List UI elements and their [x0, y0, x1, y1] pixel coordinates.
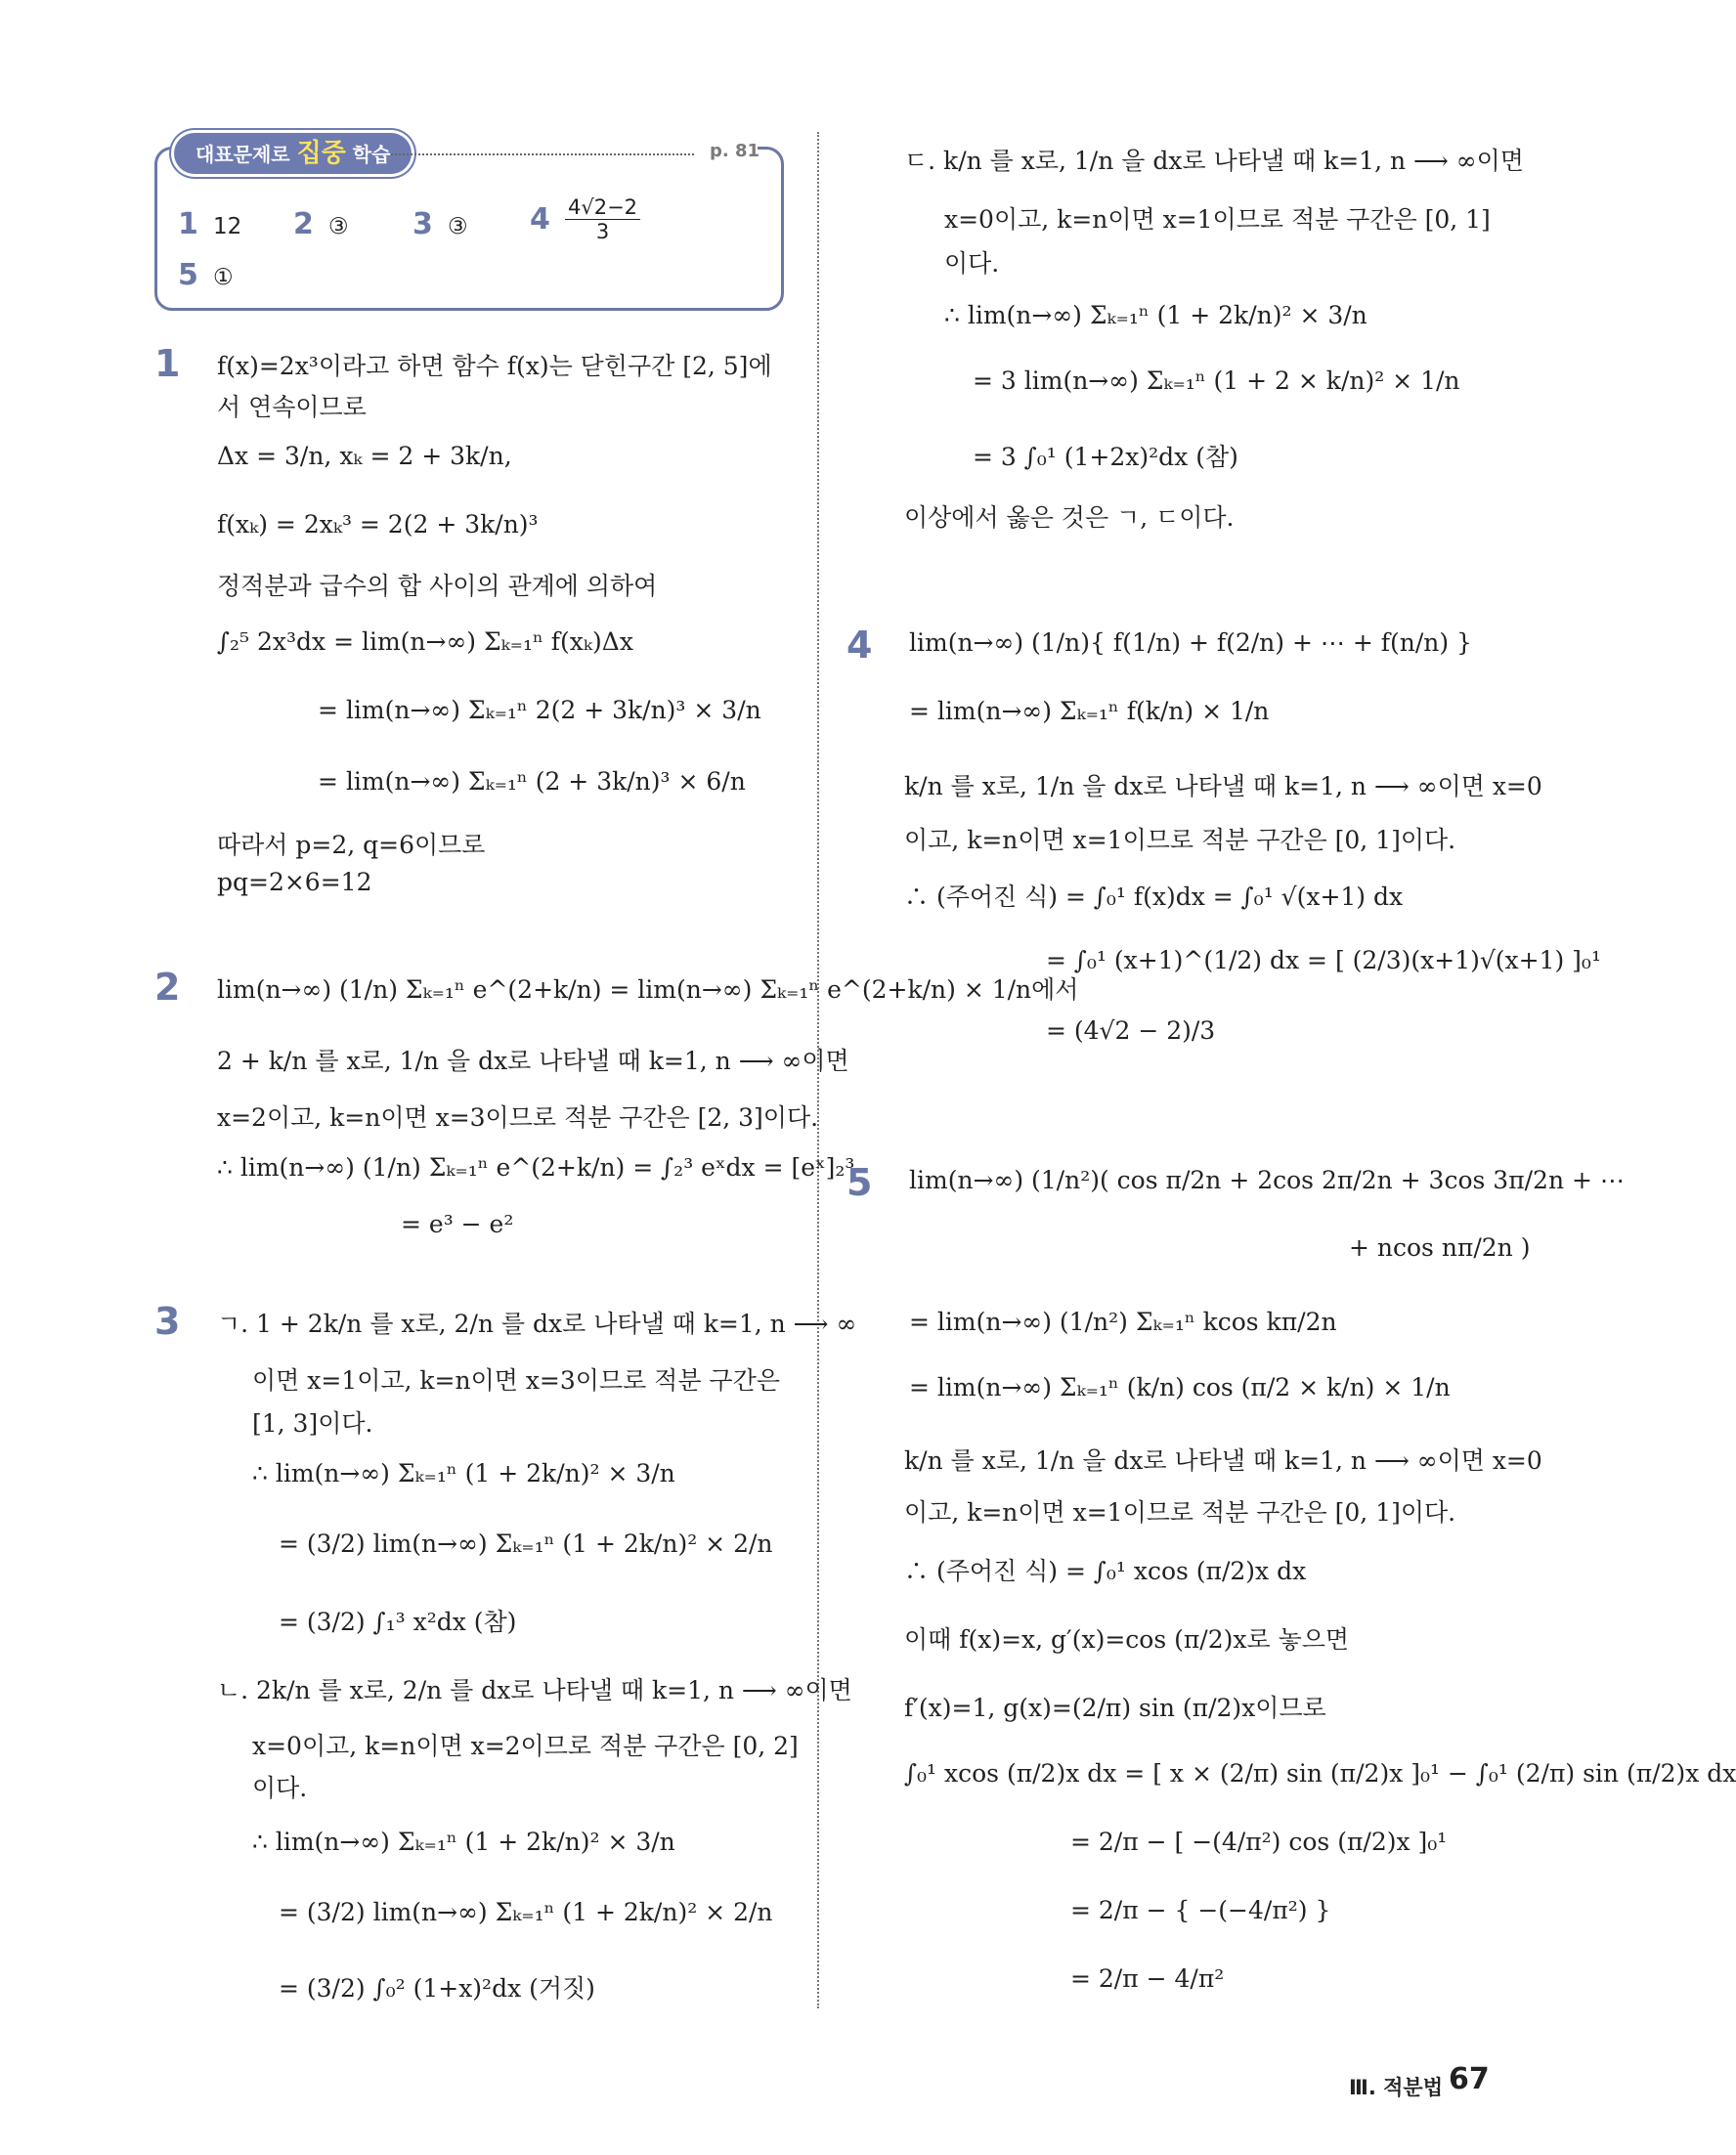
p1-line: 정적분과 급수의 합 사이의 관계에 의하여: [217, 572, 658, 600]
answer-5: 5 ①: [178, 258, 234, 292]
p5-line: = lim(n→∞) (1/n²) Σₖ₌₁ⁿ kcos kπ/2n: [909, 1308, 1337, 1336]
p4-line: = lim(n→∞) Σₖ₌₁ⁿ f(k/n) × 1/n: [909, 697, 1270, 725]
p1-line: f(x)=2x³이라고 하면 함수 f(x)는 닫힌구간 [2, 5]에: [217, 352, 772, 380]
p5-line: ∴ (주어진 식) = ∫₀¹ xcos (π/2)x dx: [904, 1557, 1307, 1585]
p2-line: ∴ lim(n→∞) (1/n) Σₖ₌₁ⁿ e^(2+k/n) = ∫₂³ eˣdx = [eˣ]₂³: [217, 1153, 855, 1182]
p5-line: ∫₀¹ xcos (π/2)x dx = [ x × (2/π) sin (π/2)x ]₀¹ − ∫₀¹ (2/π) sin (π/2)x dx: [904, 1759, 1736, 1788]
p2-line: x=2이고, k=n이면 x=3이므로 적분 구간은 [2, 3]이다.: [217, 1103, 819, 1132]
p2-line: 2 + k/n 를 x로, 1/n 을 dx로 나타낼 때 k=1, n ⟶ ∞이면: [217, 1047, 849, 1075]
p3-line: x=0이고, k=n이면 x=2이므로 적분 구간은 [0, 2]: [252, 1732, 799, 1760]
p3-line: = (3/2) lim(n→∞) Σₖ₌₁ⁿ (1 + 2k/n)² × 2/n: [279, 1898, 773, 1926]
p3-line: ㄱ. 1 + 2k/n 를 x로, 2/n 를 dx로 나타낼 때 k=1, n ⟶ ∞: [217, 1310, 857, 1338]
p3-line: ㄷ. k/n 를 x로, 1/n 을 dx로 나타낼 때 k=1, n ⟶ ∞이면: [904, 147, 1524, 175]
p3-line: ∴ lim(n→∞) Σₖ₌₁ⁿ (1 + 2k/n)² × 3/n: [252, 1459, 675, 1487]
p3-line: ∴ lim(n→∞) Σₖ₌₁ⁿ (1 + 2k/n)² × 3/n: [252, 1828, 675, 1856]
p4-line: = ∫₀¹ (x+1)^(1/2) dx = [ (2/3)(x+1)√(x+1) ]₀¹: [1046, 946, 1601, 974]
p3-line: 이면 x=1이고, k=n이면 x=3이므로 적분 구간은: [252, 1366, 780, 1395]
answer-4: 4 $\frac{4√2-2}{3}$: [530, 195, 640, 243]
p3-line: = (3/2) ∫₁³ x²dx (참): [279, 1608, 517, 1636]
p1-line: f(xₖ) = 2xₖ³ = 2(2 + 3k/n)³: [217, 510, 539, 539]
problem-1-number: 1: [154, 342, 181, 385]
tag-focus: 집중: [296, 139, 346, 168]
p5-line: = lim(n→∞) Σₖ₌₁ⁿ (k/n) cos (π/2 × k/n) × 1/n: [909, 1373, 1451, 1401]
p3-line: x=0이고, k=n이면 x=1이므로 적분 구간은 [0, 1]: [944, 205, 1491, 234]
p1-line: pq=2×6=12: [217, 868, 372, 896]
p1-line: = lim(n→∞) Σₖ₌₁ⁿ 2(2 + 3k/n)³ × 3/n: [318, 696, 761, 724]
problem-5-number: 5: [846, 1161, 873, 1204]
p5-line: = 2/π − [ −(4/π²) cos (π/2)x ]₀¹: [1070, 1828, 1448, 1856]
p5-line: k/n 를 x로, 1/n 을 dx로 나타낼 때 k=1, n ⟶ ∞이면 x=0: [904, 1446, 1542, 1475]
p1-line: = lim(n→∞) Σₖ₌₁ⁿ (2 + 3k/n)³ × 6/n: [318, 767, 746, 796]
p5-line: = 2/π − { −(−4/π²) }: [1070, 1896, 1331, 1924]
answer-2: 2 ③: [293, 207, 349, 241]
p1-line: 따라서 p=2, q=6이므로: [217, 831, 486, 859]
page-number: 67: [1449, 2062, 1490, 2096]
p3-line: [1, 3]이다.: [252, 1409, 373, 1438]
p4-line: = (4√2 − 2)/3: [1046, 1016, 1216, 1045]
p4-line: lim(n→∞) (1/n){ f(1/n) + f(2/n) + ⋯ + f(n/n) }: [909, 628, 1472, 657]
p5-line: + ncos nπ/2n ): [1349, 1233, 1531, 1262]
p3-line: = (3/2) lim(n→∞) Σₖ₌₁ⁿ (1 + 2k/n)² × 2/n: [279, 1530, 773, 1558]
p3-line: = 3 ∫₀¹ (1+2x)²dx (참): [973, 443, 1238, 471]
p2-line: = e³ − e²: [401, 1210, 514, 1238]
p5-line: f′(x)=1, g(x)=(2/π) sin (π/2)x이므로: [904, 1694, 1326, 1722]
problem-2-number: 2: [154, 966, 181, 1009]
answer-3: 3 ③: [412, 207, 468, 241]
problem-4-number: 4: [846, 624, 873, 667]
p1-line: ∫₂⁵ 2x³dx = lim(n→∞) Σₖ₌₁ⁿ f(xₖ)Δx: [217, 627, 633, 656]
p1-line: Δx = 3/n, xₖ = 2 + 3k/n,: [217, 442, 512, 470]
answer-1: 1 12: [178, 207, 242, 241]
p1-line: 서 연속이므로: [217, 393, 367, 421]
p5-line: 이때 f(x)=x, g′(x)=cos (π/2)x로 놓으면: [904, 1625, 1350, 1654]
p3-line: ㄴ. 2k/n 를 x로, 2/n 를 dx로 나타낼 때 k=1, n ⟶ ∞이면: [217, 1676, 852, 1704]
page-reference: p. 81: [710, 141, 760, 161]
p4-line: 이고, k=n이면 x=1이므로 적분 구간은 [0, 1]이다.: [904, 826, 1456, 854]
section-label: Ⅲ. 적분법: [1349, 2076, 1443, 2099]
dotted-leader: [391, 153, 694, 155]
p3-line: 이다.: [252, 1774, 308, 1802]
p5-line: = 2/π − 4/π²: [1070, 1964, 1225, 1993]
p3-line: 이상에서 옳은 것은 ㄱ, ㄷ이다.: [904, 503, 1235, 532]
section-tag: [174, 133, 412, 174]
p4-line: k/n 를 x로, 1/n 을 dx로 나타낼 때 k=1, n ⟶ ∞이면 x=0: [904, 772, 1542, 800]
tag-suffix: 학습: [345, 143, 391, 166]
p5-line: 이고, k=n이면 x=1이므로 적분 구간은 [0, 1]이다.: [904, 1498, 1456, 1527]
p5-line: lim(n→∞) (1/n²)( cos π/2n + 2cos 2π/2n + 3cos 3π/2n + ⋯: [909, 1166, 1625, 1194]
problem-3-number: 3: [154, 1300, 181, 1343]
p3-line: ∴ lim(n→∞) Σₖ₌₁ⁿ (1 + 2k/n)² × 3/n: [944, 301, 1367, 329]
p3-line: = 3 lim(n→∞) Σₖ₌₁ⁿ (1 + 2 × k/n)² × 1/n: [973, 366, 1460, 395]
p3-line: 이다.: [944, 249, 1000, 278]
p3-line: = (3/2) ∫₀² (1+x)²dx (거짓): [279, 1974, 595, 2003]
p2-line: lim(n→∞) (1/n) Σₖ₌₁ⁿ e^(2+k/n) = lim(n→∞) Σₖ₌₁ⁿ e^(2+k/n) × 1/n에서: [217, 975, 1079, 1004]
tag-prefix: 대표문제로: [195, 143, 297, 166]
p4-line: ∴ (주어진 식) = ∫₀¹ f(x)dx = ∫₀¹ √(x+1) dx: [904, 883, 1404, 911]
